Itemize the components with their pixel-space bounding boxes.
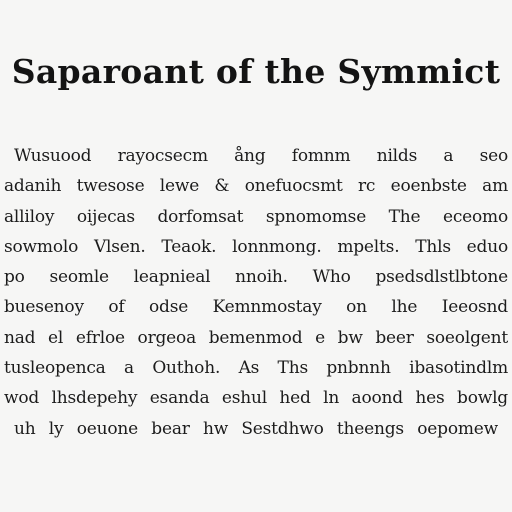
body-line: po seomle leapnieal nnoih. Who psedsdlstlbtone bbox=[4, 267, 508, 288]
document-title: Saparoant of the Symmict bbox=[11, 52, 501, 91]
body-line: nad el efrloe orgeoa bemenmod e bw beer soeolgent bbox=[4, 327, 508, 348]
body-line: buesenoy of odse Kemnmostay on lhe Ieeosnd bbox=[4, 297, 508, 318]
body-line: wod lhsdepehy esanda eshul hed ln aoond hes bowlg bbox=[4, 388, 508, 409]
document-body bbox=[0, 141, 512, 444]
body-line: tusleopenca a Outhoh. As Ths pnbnnh ibasotindlm bbox=[4, 358, 508, 379]
body-line: Wusuood rayocsecm ång fomnm nilds a seo bbox=[14, 146, 508, 166]
body-line: adanih twesose lewe & onefuocsmt rc eoenbste am bbox=[4, 176, 508, 197]
body-line: uh ly oeuone bear hw Sestdhwo theengs oepomew bbox=[14, 418, 498, 439]
body-line: sowmolo Vlsen. Teaok. lonnmong. mpelts. Thls eduo bbox=[4, 236, 508, 257]
body-line: alliloy oijecas dorfomsat spnomomse The eceomo bbox=[4, 206, 508, 227]
